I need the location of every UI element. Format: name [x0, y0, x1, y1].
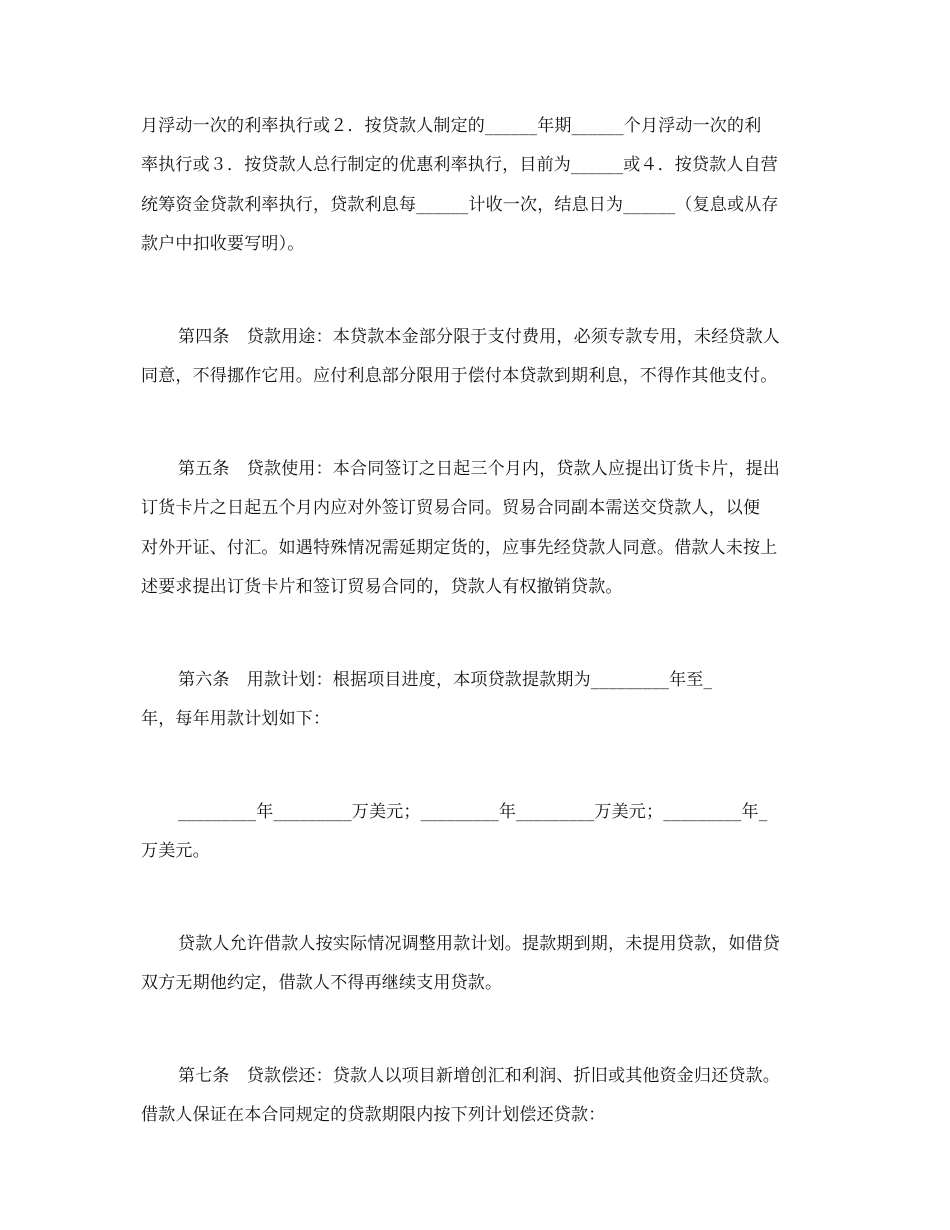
- article-5-heading-line: 第五条 贷款使用：本合同签订之日起三个月内，贷款人应提出订货卡片，提出: [178, 459, 780, 479]
- text-line: 双方无期他约定，借款人不得再继续支用贷款。: [141, 973, 503, 993]
- text-line: 月浮动一次的利率执行或２．按贷款人制定的______年期______个月浮动一次的利: [141, 116, 762, 136]
- text-line: 同意，不得挪作它用。应付利息部分限用于偿付本贷款到期利息，不得作其他支付。: [141, 366, 778, 386]
- text-line: 统筹资金贷款利率执行，贷款利息每______计收一次，结息日为______（复息或从存: [141, 195, 779, 215]
- text-line: 述要求提出订货卡片和签订贸易合同的，贷款人有权撤销贷款。: [141, 577, 623, 597]
- article-4-heading-line: 第四条 贷款用途：本贷款本金部分限于支付费用，必须专款专用，未经贷款人: [178, 327, 780, 347]
- text-line: 对外开证、付汇。如遇特殊情况需延期定货的，应事先经贷款人同意。借款人未按上: [141, 538, 778, 558]
- article-6-heading-line: 第六条 用款计划：根据项目进度，本项贷款提款期为_________年至_: [178, 670, 713, 690]
- text-line: 款户中扣收要写明）。: [141, 234, 305, 254]
- text-line: 率执行或３．按贷款人总行制定的优惠利率执行，目前为______或４．按贷款人自营: [141, 155, 778, 175]
- text-line: 万美元。: [141, 841, 210, 861]
- paragraph-first-line: 贷款人允许借款人按实际情况调整用款计划。提款期到期，未提用贷款，如借贷: [178, 934, 780, 954]
- text-line: 年，每年用款计划如下：: [141, 709, 331, 729]
- text-line: 订货卡片之日起五个月内应对外签订贸易合同。贸易合同副本需送交贷款人，以便: [141, 498, 761, 518]
- plan-blanks-line: _________年_________万美元；_________年_________万美元；_________年_: [178, 802, 768, 822]
- text-line: 借款人保证在本合同规定的贷款期限内按下列计划偿还贷款：: [141, 1105, 606, 1125]
- article-7-heading-line: 第七条 贷款偿还：贷款人以项目新增创汇和利润、折旧或其他资金归还贷款。: [178, 1066, 780, 1086]
